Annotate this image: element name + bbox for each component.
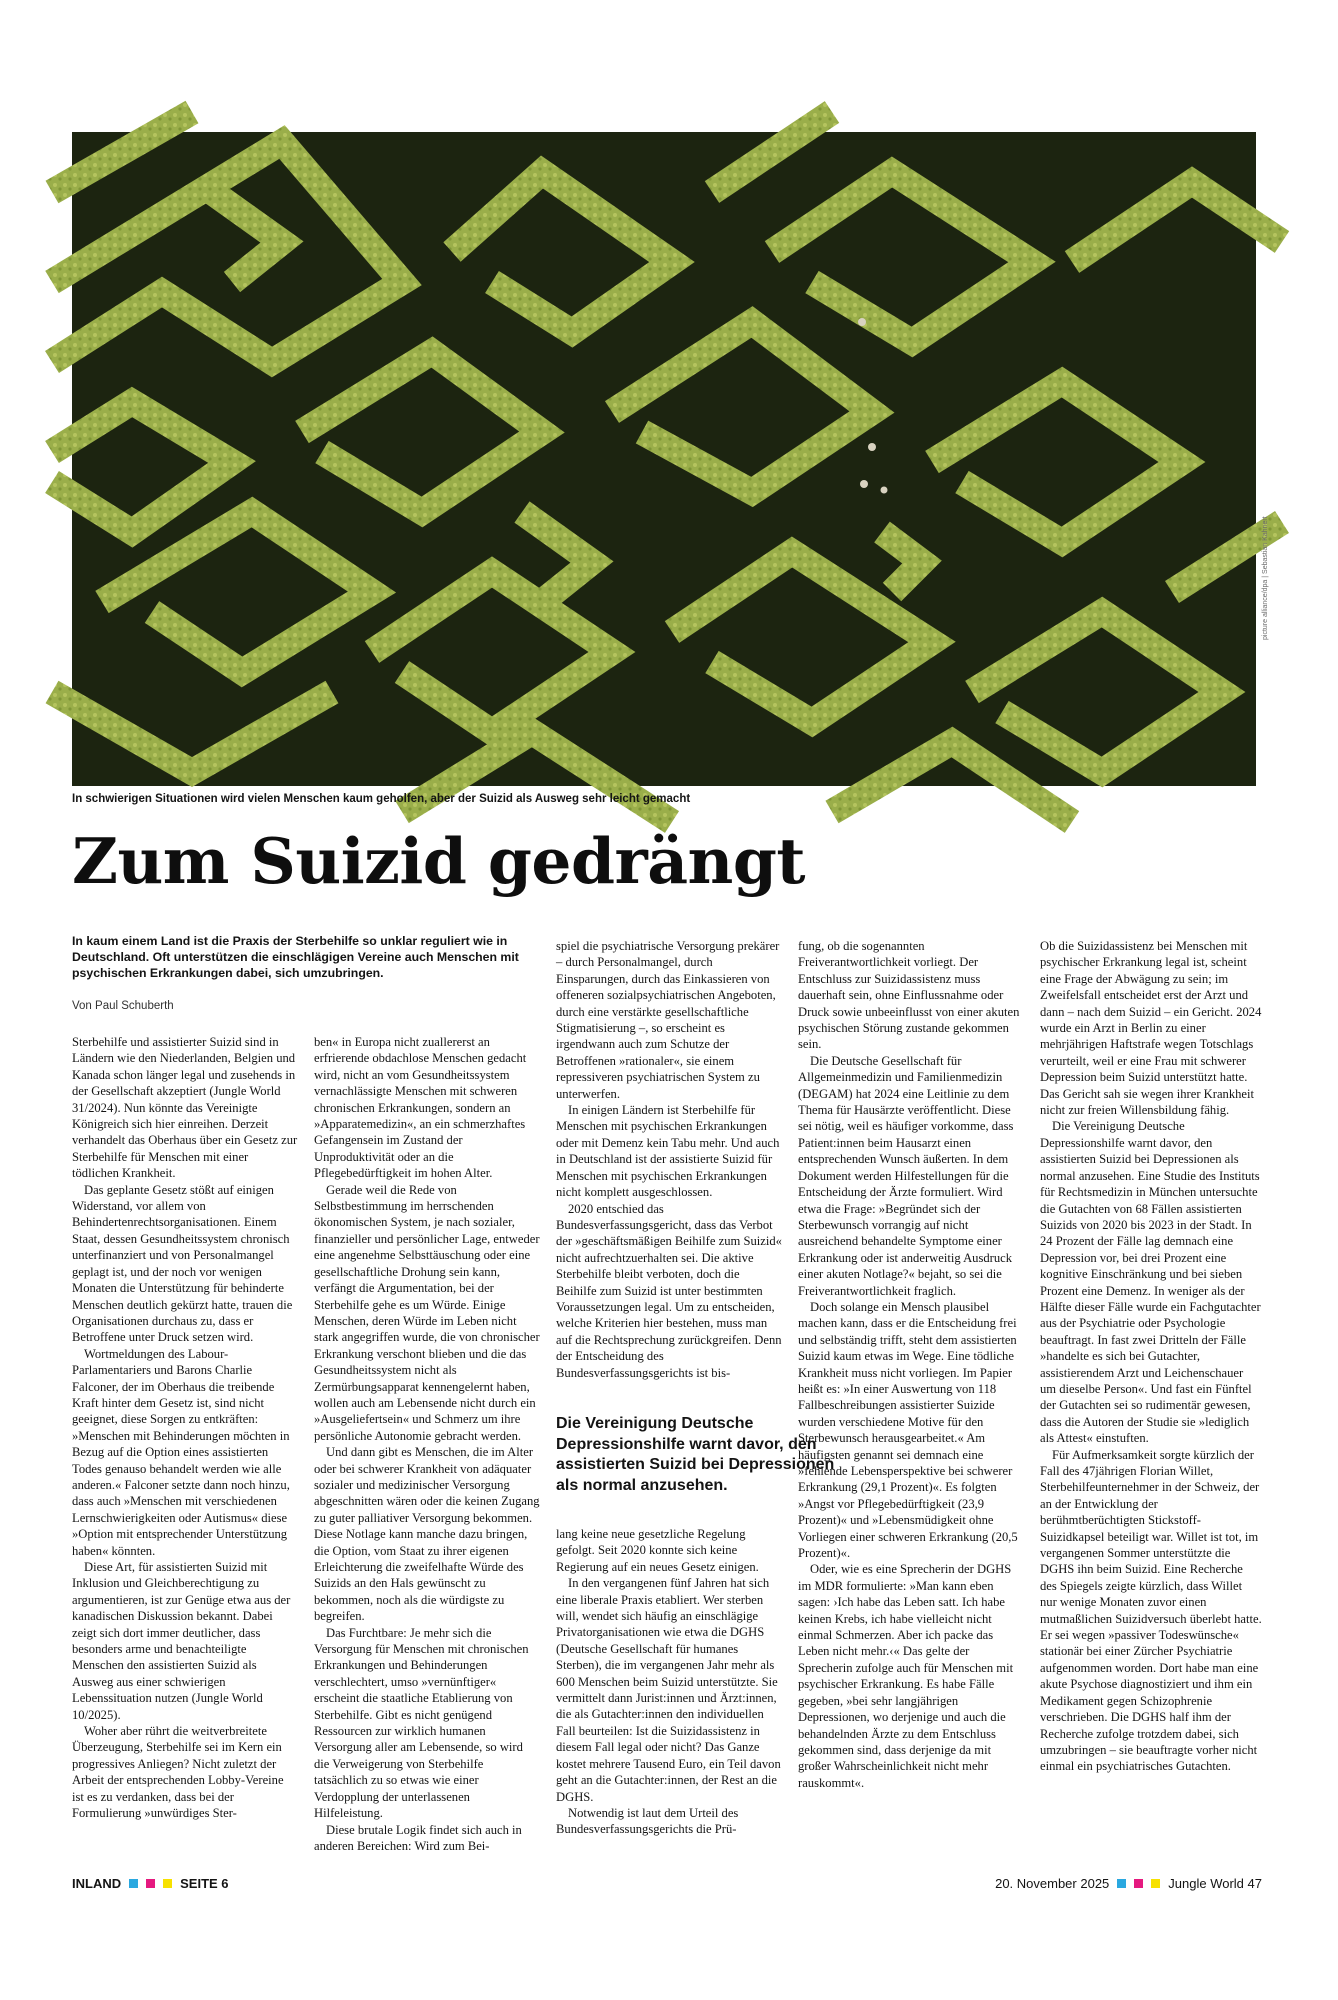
maze-illustration bbox=[72, 132, 1256, 786]
color-mark-yellow bbox=[163, 1879, 172, 1888]
color-mark-cyan bbox=[129, 1879, 138, 1888]
page-number: SEITE 6 bbox=[180, 1876, 229, 1891]
body-paragraph: Und dann gibt es Menschen, die im Alter oder bei schwerer Krankheit von adäquater sozialer und medizinischer Versorgung abgeschnitten wären oder die keinen Zugang zu guter palliativer Versorgung bekommen. Diese Notlage kann manche dazu bringen, die Option, vom Staat zu ihrer eigenen Erleichterung die zweifelhafte Würde des Suizids an den Hals gewünscht zu bekommen, noch als die würdigste zu begreifen. bbox=[314, 1445, 540, 1624]
body-paragraph: Für Aufmerksamkeit sorgte kürzlich der Fall des 47jährigen Florian Willet, Sterbehilfeunternehmer in der Schweiz, der an der Entwicklung der berühmtberüchtigten Stickstoff-Suizidkapsel beteiligt war. Willet ist tot, im vergangenen Sommer unterstützte die DGHS ihn beim Suizid. Eine Recherche des Spiegels zeigte kürzlich, dass Willet nur wenige Monaten zuvor einen mutmaßlichen Suizidversuch überlebt hatte. Er sei wegen »passiver Todeswünsche« stationär bei einer Zürcher Psychiatrie aufgenommen worden. Dort habe man eine akute Psychose diagnostiziert und ihm ein Medikament gegen Schizophrenie verschrieben. Die DGHS half ihm der Recherche zufolge trotzdem dabei, sich umzubringen – sie beauftragte vorher nicht einmal ein psychiatrisches Gutachten. bbox=[1040, 1447, 1262, 1774]
column-5 bbox=[1040, 938, 1262, 1826]
body-paragraph: Wortmeldungen des Labour-Parlamentariers und Barons Charlie Falconer, der im Oberhaus die treibende Kraft hinter dem Gesetz ist, sind nicht geeignet, diese Sorgen zu entkräften: »Menschen mit Behinderungen möchten in Bezug auf die Option eines assistierten Todes genauso behandelt werden wie alle anderen.« Falconer setzte dann noch hinzu, dass auch »Menschen mit verschiedenen Lernschwierigkeiten oder Autismus« diese »Option mit entsprechender Unterstützung haben« könnten. bbox=[72, 1346, 290, 1558]
photo-caption: In schwierigen Situationen wird vielen Menschen kaum geholfen, aber der Suizid als Ausweg sehr leicht gemacht bbox=[72, 793, 691, 805]
publication-name: Jungle World 47 bbox=[1168, 1876, 1262, 1891]
body-paragraph: spiel die psychiatrische Versorgung prekärer – durch Personalmangel, durch Einsparungen, durch das Einkassieren von offeneren sozialpsychiatrischen Angeboten, durch eine verstärkte gesellschaftliche Stigmatisierung –, so erscheint es irgendwann auch zum Schutze der Betroffenen »rationaler«, sie einem repressiveren psychiatrischen System zu unterwerfen. bbox=[556, 939, 780, 1101]
body-paragraph: Gerade weil die Rede von Selbstbestimmung im herrschenden ökonomischen System, je nach sozialer, finanzieller und persönlicher Lage, entweder eine angenehme Selbsttäuschung oder eine gesellschaftliche Drohung sein kann, verfängt die Argumentation, bei der Sterbehilfe gehe es um Würde. Einige Menschen, deren Würde im Leben nicht stark angegriffen wurde, die von chronischer Erkrankung verschont blieben und die das Gesundheitssystem nicht als Zermürbungsapparat kennengelernt haben, wollen auch am Lebensende nicht durch ein »Ausgeliefertsein« und Schmerz um ihre persönliche Autonomie gebracht werden. bbox=[314, 1182, 540, 1443]
color-mark-cyan bbox=[1117, 1879, 1126, 1888]
body-paragraph: Oder, wie es eine Sprecherin der DGHS im MDR formulierte: »Man kann eben sagen: ›Ich habe das Leben satt. Ich habe keinen Krebs, ich habe vielleicht nicht einmal Schmerzen. Aber ich packe das Leben nicht mehr.‹« Das gelte der Sprecherin zufolge auch für Menschen mit psychischer Erkrankung. Es habe Fälle gegeben, »bei sehr langjährigen Depressionen, wo derjenige und auch die behandelnden Ärzte zu dem Entschluss gekommen sind, dass derjenige da mit großer Wahrscheinlichkeit nicht mehr rauskommt«. bbox=[798, 1562, 1014, 1790]
body-paragraph: Woher aber rührt die weitverbreitete Überzeugung, Sterbehilfe sei im Kern ein progressives Anliegen? Nicht zuletzt der Arbeit der entsprechenden Lobby-Vereine ist es zu verdanken, dass bei der Formulierung »unwürdiges Ster- bbox=[72, 1724, 284, 1821]
hedge-maze-photo bbox=[72, 132, 1256, 786]
color-mark-yellow bbox=[1151, 1879, 1160, 1888]
section-label: INLAND bbox=[72, 1876, 122, 1891]
body-paragraph: Sterbehilfe und assistierter Suizid sind in Ländern wie den Niederlanden, Belgien und Kanada schon länger legal und zusehends in der Gesellschaft akzeptiert (Jungle World 31/2024). Nun könnte das Vereinigte Königreich sich hier einreihen. Derzeit verhandelt das Oberhaus über ein Gesetz zur Sterbehilfe für Menschen mit einer tödlichen Krankheit. bbox=[72, 1035, 298, 1181]
column-3-bottom bbox=[556, 1526, 782, 1837]
body-paragraph: Das Furchtbare: Je mehr sich die Versorgung für Menschen mit chronischen Erkrankungen und Behinderungen verschlechtert, umso »vernünftiger« erscheint die staatliche Etablierung von Sterbehilfe. Gibt es nicht genügend Ressourcen zur wirklich humanen Versorgung aller am Lebensende, so wird die Verweigerung von Sterbehilfe tatsächlich zu so etwas wie einer Verdopplung der unterlassenen Hilfeleistung. bbox=[314, 1625, 529, 1821]
body-paragraph: Die Deutsche Gesellschaft für Allgemeinmedizin und Familienmedizin (DEGAM) hat 2024 eine Leitlinie zu dem Thema für Hausärzte veröffentlicht. Diese sei nötig, weil es häufiger vorkomme, dass Patient:innen beim Hausarzt einen entsprechenden Wunsch äußerten. In dem Dokument werden Hilfestellungen für die Entscheidung der Ärzte formuliert. Wird etwa die Frage: »Begründet sich der Sterbewunsch vorrangig auf nicht ausreichend behandelte Symptome einer Erkrankung oder ist anderweitig Ausdruck einer akuten Notlage?« bejaht, so sei die Freiverantwortlichkeit fraglich. bbox=[798, 1053, 1014, 1298]
column-2 bbox=[314, 1034, 540, 1853]
body-paragraph: Notwendig ist laut dem Urteil des Bundesverfassungsgerichts die Prü- bbox=[556, 1805, 739, 1837]
byline: Von Paul Schuberth bbox=[72, 1000, 174, 1012]
body-paragraph: 2020 entschied das Bundesverfassungsgericht, dass das Verbot der »geschäftsmäßigen Beihilfe zum Suizid« nicht aufrechtzuerhalten sei. Die aktive Sterbehilfe bleibt verboten, doch die Beihilfe zum Suizid ist unter bestimmten Voraussetzungen legal. Um zu entscheiden, welche Kriterien hier bestehen, muss man auf die Rechtsprechung zurückgreifen. Denn der Entscheidung des Bundesverfassungsgerichts ist bis- bbox=[556, 1201, 782, 1380]
body-paragraph: Diese Art, für assistierten Suizid mit Inklusion und Gleichberechtigung zu argumentieren, ist zur Genüge etwa aus der kanadischen Diskussion bekannt. Dabei zeigt sich dort immer deutlicher, dass besonders arme und benachteiligte Menschen den assistierten Suizid als Ausweg aus einer schwierigen Lebenssituation nutzen (Jungle World 10/2025). bbox=[72, 1560, 291, 1722]
lead-paragraph: In kaum einem Land ist die Praxis der Sterbehilfe so unklar reguliert wie in Deutschland. Oft unterstützen die einschlägigen Vereine auch Menschen mit psychischen Erkrankungen dabei, sich umzubringen. bbox=[72, 934, 519, 980]
body-paragraph: ben« in Europa nicht zuallererst an erfrierende obdachlose Menschen gedacht wird, nicht an vom Gesundheitssystem vernachlässigte Menschen mit schweren chronischen Erkrankungen, sondern an »Apparatemedizin«, an ein schmerzhaftes Gefangensein im Zustand der Unproduktivität oder an die Pflegebedürftigkeit im hohen Alter. bbox=[314, 1035, 527, 1181]
body-paragraph: lang keine neue gesetzliche Regelung gefolgt. Seit 2020 konnte sich keine Regierung auf ein neues Gesetz einigen. bbox=[556, 1527, 759, 1574]
body-paragraph: Doch solange ein Mensch plausibel machen kann, dass er die Entscheidung frei und selbständig trifft, steht dem assistierten Suizid kaum etwas im Wege. Eine tödliche Krankheit muss nicht vorliegen. Im Papier heißt es: »In einer Auswertung von 118 Fallbeschreibungen assistierter Suizide wurden verschiedene Motive für den Sterbewunsch herausgearbeitet.« Am häufigsten genannt sei demnach eine »fehlende Lebensperspektive bei schwerer Erkrankung (29,1 Prozent)«. Es folgten »Angst vor Pflegebedürftigkeit (23,9 Prozent)« und »Lebensmüdigkeit ohne Vorliegen einer schweren Erkrankung (20,5 Prozent)«. bbox=[798, 1299, 1018, 1561]
column-4 bbox=[798, 938, 1024, 1826]
body-paragraph: In einigen Ländern ist Sterbehilfe für Menschen mit psychischen Erkrankungen oder mit Demenz kein Tabu mehr. Und auch in Deutschland ist der assistierte Suizid für Menschen mit psychischen Erkrankungen nicht komplett ausgeschlossen. bbox=[556, 1103, 780, 1200]
column-1 bbox=[72, 1034, 298, 1824]
headline: Zum Suizid gedrängt bbox=[72, 824, 805, 898]
body-paragraph: Das geplante Gesetz stößt auf einigen Widerstand, vor allem von Behindertenrechtsorganisationen. Einem Staat, dessen Gesundheitssystem chronisch unterfinanziert und von Personalmangel geplagt ist, und der noch vor wenigen Monaten die Unterstützung für behinderte Menschen deutlich gekürzt hatte, trauen die Organisationen durchaus zu, dass er Betroffene unter Druck setzen wird. bbox=[72, 1182, 293, 1345]
footer-right bbox=[995, 1876, 1262, 1891]
body-paragraph: Diese brutale Logik findet sich auch in anderen Bereichen: Wird zum Bei- bbox=[314, 1822, 522, 1853]
body-paragraph: Die Vereinigung Deutsche Depressionshilfe warnt davor, den assistierten Suizid bei Depressionen als normal anzusehen. Eine Studie des Instituts für Rechtsmedizin in München untersuchte die Gutachten von 68 Fällen assistierten Suizids von 2020 bis 2023 in der Stadt. In 24 Prozent der Fälle lag demnach eine Depression vor, bei drei Prozent eine kognitive Einschränkung und bei sieben Prozent eine Demenz. In weniger als der Hälfte dieser Fälle wurde ein Fachgutachter aus der Psychiatrie oder Psychologie beauftragt. In fast zwei Dritteln der Fälle »handelte es sich bei Gutachter, assistierendem Arzt und Leichenschauer um dieselbe Person«. Und fast ein Fünftel der Gutachten sei so rudimentär gewesen, dass die Autoren der Studie sie »lediglich als Attest« einstuften. bbox=[1040, 1119, 1261, 1446]
color-mark-magenta bbox=[146, 1879, 155, 1888]
body-paragraph: fung, ob die sogenannten Freiverantwortlichkeit vorliegt. Der Entschluss zur Suizidassistenz muss dauerhaft sein, ohne Einflussnahme oder Druck sowie unbeeinflusst von einer akuten psychischen Störung zustande gekommen sein. bbox=[798, 939, 1020, 1052]
issue-date: 20. November 2025 bbox=[995, 1876, 1110, 1891]
page-footer bbox=[72, 1876, 1262, 1896]
body-paragraph: Ob die Suizidassistenz bei Menschen mit psychischer Erkrankung legal ist, scheint eine Frage der Abwägung zu sein; im Zweifelsfall entscheidet erst der Arzt und dann – nach dem Suizid – ein Gericht. 2024 wurde ein Arzt in Berlin zu einer mehrjährigen Haftstrafe wegen Totschlags verurteilt, weil er eine Frau mit schwerer Depression beim Suizid unterstützt hatte. Das Gericht sah sie wegen ihrer Krankheit nicht zur freien Willensbildung fähig. bbox=[1040, 939, 1262, 1118]
body-paragraph: In den vergangenen fünf Jahren hat sich eine liberale Praxis etabliert. Wer sterben will, wendet sich häufig an einschlägige Privatorganisationen wie etwa die DGHS (Deutsche Gesellschaft für humanes Sterben), die im vergangenen Jahr mehr als 600 Menschen beim Suizid unterstützte. Sie vermittelt dann Jurist:innen und Ärzt:innen, die als Gutachter:innen den individuellen Fall beurteilen: Ist die Suizidassistenz in diesem Fall legal oder nicht? Das Ganze kostet mehrere Tausend Euro, ein Teil davon geht an die Gutachter:innen, der Rest an die DGHS. bbox=[556, 1576, 781, 1804]
column-3-top bbox=[556, 938, 782, 1394]
color-mark-magenta bbox=[1134, 1879, 1143, 1888]
photo-credit: picture alliance/dpa | Sebastian Kahnert bbox=[1262, 516, 1269, 640]
footer-left bbox=[72, 1876, 229, 1891]
pull-quote: Die Vereinigung Deutsche Depressionshilfe warnt davor, den assistierten Suizid bei Depressionen als normal anzusehen. bbox=[556, 1415, 835, 1494]
